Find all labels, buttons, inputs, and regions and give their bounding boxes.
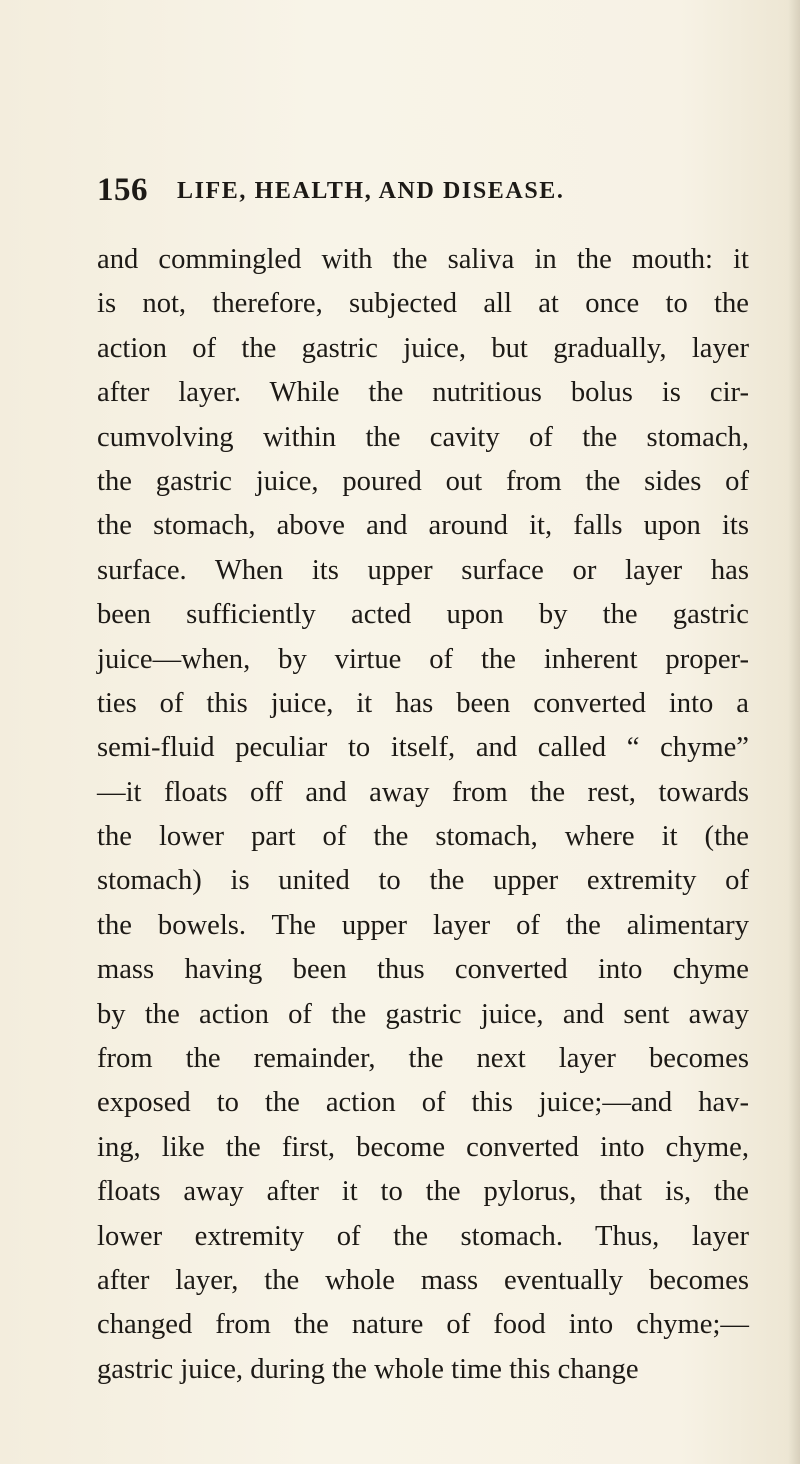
text-line: lower extremity of the stomach. Thus, layer [97, 1220, 749, 1252]
text-line: —it floats off and away from the rest, towards [97, 776, 749, 808]
text-line: the lower part of the stomach, where it (the [97, 821, 749, 853]
text-line: stomach) is united to the upper extremity of [97, 865, 749, 897]
text-line: mass having been thus converted into chyme [97, 954, 749, 986]
text-line: after layer. While the nutritious bolus is cir- [97, 377, 749, 409]
text-line: is not, therefore, subjected all at once to the [97, 288, 749, 320]
text-line: the gastric juice, poured out from the sides of [97, 465, 749, 497]
text-line: after layer, the whole mass eventually becomes [97, 1264, 749, 1296]
text-line: from the remainder, the next layer becomes [97, 1043, 749, 1075]
page-edge-shadow [788, 0, 800, 1464]
text-line: floats away after it to the pylorus, that is, the [97, 1176, 749, 1208]
text-line: gastric juice, during the whole time this change [97, 1353, 639, 1385]
text-line: exposed to the action of this juice;—and hav- [97, 1087, 749, 1119]
running-title: LIFE, HEALTH, AND DISEASE. [177, 178, 565, 204]
text-line: surface. When its upper surface or layer has [97, 554, 749, 586]
page-number: 156 [97, 172, 148, 208]
running-head [97, 170, 747, 210]
text-line: been sufficiently acted upon by the gastric [97, 599, 749, 631]
body-paragraph [97, 238, 749, 1392]
text-line: action of the gastric juice, but gradually, layer [97, 332, 749, 364]
text-line: ing, like the first, become converted into chyme, [97, 1131, 749, 1163]
text-line: juice—when, by virtue of the inherent proper- [97, 643, 749, 675]
text-line: cumvolving within the cavity of the stomach, [97, 421, 749, 453]
text-line: the bowels. The upper layer of the alimentary [97, 909, 749, 941]
text-line: ties of this juice, it has been converted into a [97, 687, 749, 719]
text-line: and commingled with the saliva in the mouth: it [97, 244, 749, 275]
text-line: changed from the nature of food into chyme;— [97, 1309, 749, 1341]
text-line: semi-fluid peculiar to itself, and called “ chyme” [97, 732, 749, 764]
text-line: by the action of the gastric juice, and sent away [97, 998, 749, 1030]
text-line: the stomach, above and around it, falls upon its [97, 510, 749, 542]
